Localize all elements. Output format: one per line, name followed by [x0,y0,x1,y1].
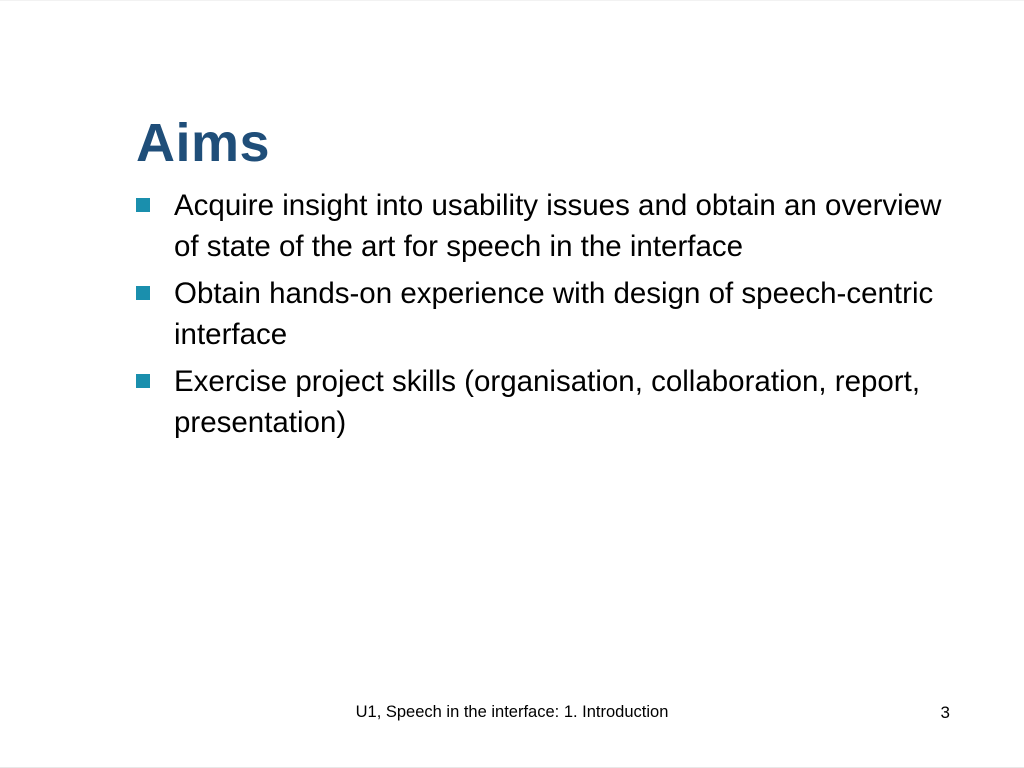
list-item-text: Exercise project skills (organisation, collaboration, report, presentation) [174,365,921,439]
list-item [136,361,966,443]
page-title: Aims [136,113,271,174]
list-item-text: Obtain hands-on experience with design of speech-centric interface [174,277,934,351]
square-bullet-icon [136,198,150,212]
list-item [136,273,966,355]
page-number: 3 [940,703,950,722]
slide-footer [0,703,1024,729]
slide-top-border [0,0,1024,1]
footer-text: U1, Speech in the interface: 1. Introduction [355,703,669,721]
square-bullet-icon [136,286,150,300]
list-item [136,185,966,267]
bullet-list [136,185,966,449]
square-bullet-icon [136,374,150,388]
list-item-text: Acquire insight into usability issues and obtain an overview of state of the art for speech in the interface [174,189,942,263]
